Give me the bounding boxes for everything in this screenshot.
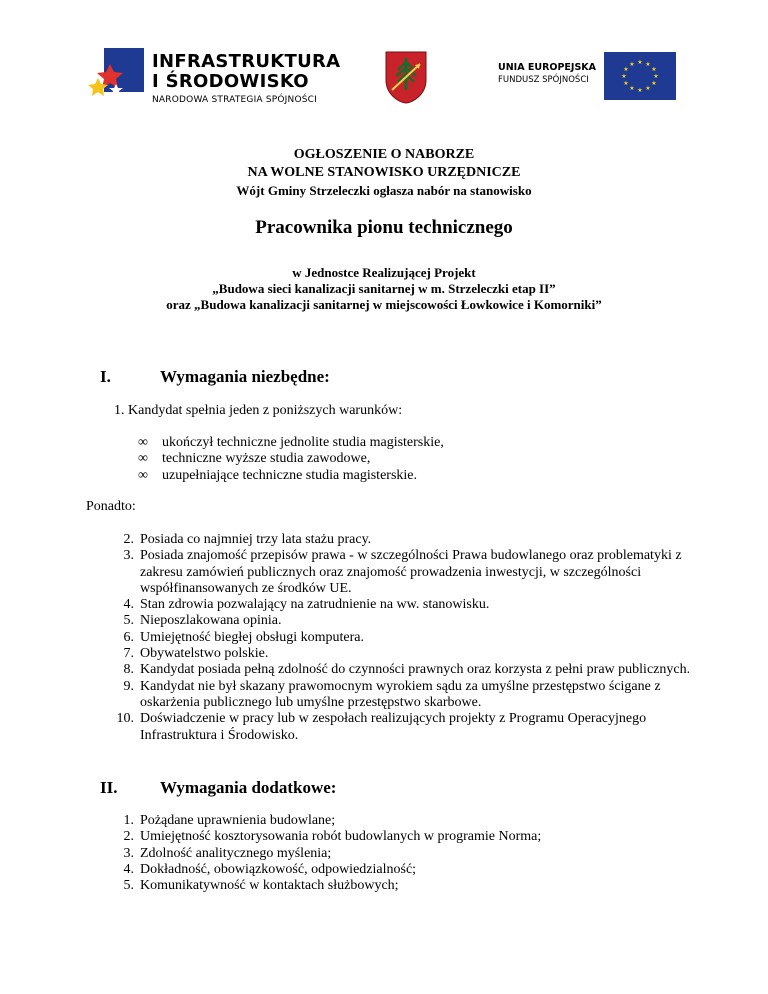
list-item: 5. Nieposzlakowana opinia. [123,613,282,629]
svg-text:★: ★ [623,80,629,87]
svg-text:★: ★ [651,66,657,73]
infinity-bullet-icon: ∞ [138,467,148,483]
list-item: 6. Umiejętność biegłej obsługi komputera. [123,629,364,645]
infra-line2: I ŚRODOWISKO [152,71,309,92]
eu-text [498,62,596,86]
position-title: Pracownika pionu technicznego [255,217,513,238]
ponadto-label: Ponadto: [86,499,136,514]
list-item: 4. Stan zdrowia pozwalający na zatrudnienie na ww. stanowisku. [123,597,490,613]
header-logos [0,0,768,115]
svg-text:★: ★ [645,61,651,68]
unit-line1: w Jednostce Realizującej Projekt [292,265,476,280]
list-item: 10. Doświadczenie w pracy lub w zespołach realizujących projekty z Programu Operacyjnego Infrastruktura i Środowisko. [116,711,647,743]
unit-line3: oraz „Budowa kanalizacji sanitarnej w miejscowości Łowkowice i Komorniki” [166,297,602,312]
svg-text:★: ★ [629,85,635,92]
eu-stars-icon [604,52,676,100]
section2-number: II. [100,778,118,797]
section1-number: I. [100,367,111,386]
list-item: 1. Pożądane uprawnienia budowlane; [123,813,336,828]
infra-line3: NARODOWA STRATEGIA SPÓJNOŚCI [152,95,317,105]
svg-text:★: ★ [637,59,643,66]
infrastruktura-logo [86,40,341,110]
list-item: 3. Zdolność analitycznego myślenia; [123,845,332,861]
list-item: 4. Dokładność, obowiązkowość, odpowiedzialność; [123,861,417,877]
bullet-item: ∞ uzupełniające techniczne studia magisterskie. [138,467,418,483]
bullet-list [138,435,658,484]
unit-line2: „Budowa sieci kanalizacji sanitarnej w m. Strzeleczki etap II” [212,281,556,296]
eu-flag-icon [604,52,676,100]
svg-text:★: ★ [651,80,657,87]
bullet-item: ∞ techniczne wyższe studia zawodowe, [138,451,371,467]
svg-text:★: ★ [629,61,635,68]
svg-text:★: ★ [623,66,629,73]
list-item: 9. Kandydat nie był skazany prawomocnym wyrokiem sądu za umyślne przestępstwo ścigane z oskarżenia publicznego lub umyślne przestępstwo skarbowe. [123,678,661,710]
eu-line2: FUNDUSZ SPÓJNOŚCI [498,75,589,85]
eu-line1: UNIA EUROPEJSKA [498,62,596,73]
requirement-1: 1. Kandydat spełnia jeden z poniższych warunków: [114,403,403,418]
coat-of-arms-icon [384,50,428,104]
bullet-item: ∞ ukończył techniczne jednolite studia magisterskie, [138,435,444,450]
infrastruktura-text [152,52,340,107]
additional-requirements-list [104,813,704,894]
unit-block [0,265,768,313]
infinity-bullet-icon: ∞ [138,451,148,467]
svg-text:★: ★ [637,87,643,94]
announce-line: Wójt Gminy Strzeleczki ogłasza nabór na stanowisko [236,183,532,198]
section2-title: Wymagania dodatkowe: [160,778,337,797]
infra-line1: INFRASTRUKTURA [152,51,341,72]
list-item: 5. Komunikatywność w kontaktach służbowych; [123,878,399,894]
notice-heading [0,146,768,182]
section1-title: Wymagania niezbędne: [160,367,330,386]
section1-heading [100,367,330,387]
stars-logo-icon [86,40,148,106]
section2-heading [100,778,336,798]
svg-text:★: ★ [645,85,651,92]
notice-line1: OGŁOSZENIE O NABORZE [293,147,475,162]
list-item: 2. Posiada co najmniej trzy lata stażu pracy. [123,532,372,547]
list-item: 3. Posiada znajomość przepisów prawa - w szczególności Prawa budowlanego oraz problematyki z zakresu zamówień publicznych oraz znajomość prowadzenia inwestycji, w szczególności współfinansowanych ze środków UE. [123,548,682,596]
list-item: 2. Umiejętność kosztorysowania robót budowlanych w programie Norma; [123,829,542,845]
list-item: 7. Obywatelstwo polskie. [123,646,269,662]
requirements-list [104,532,704,744]
notice-line2: NA WOLNE STANOWISKO URZĘDNICZE [247,165,521,180]
list-item: 8. Kandydat posiada pełną zdolność do czynności prawnych oraz korzysta z pełni praw publicznych. [123,662,691,678]
svg-text:★: ★ [653,73,659,80]
svg-text:★: ★ [621,73,627,80]
infinity-bullet-icon: ∞ [138,435,148,450]
